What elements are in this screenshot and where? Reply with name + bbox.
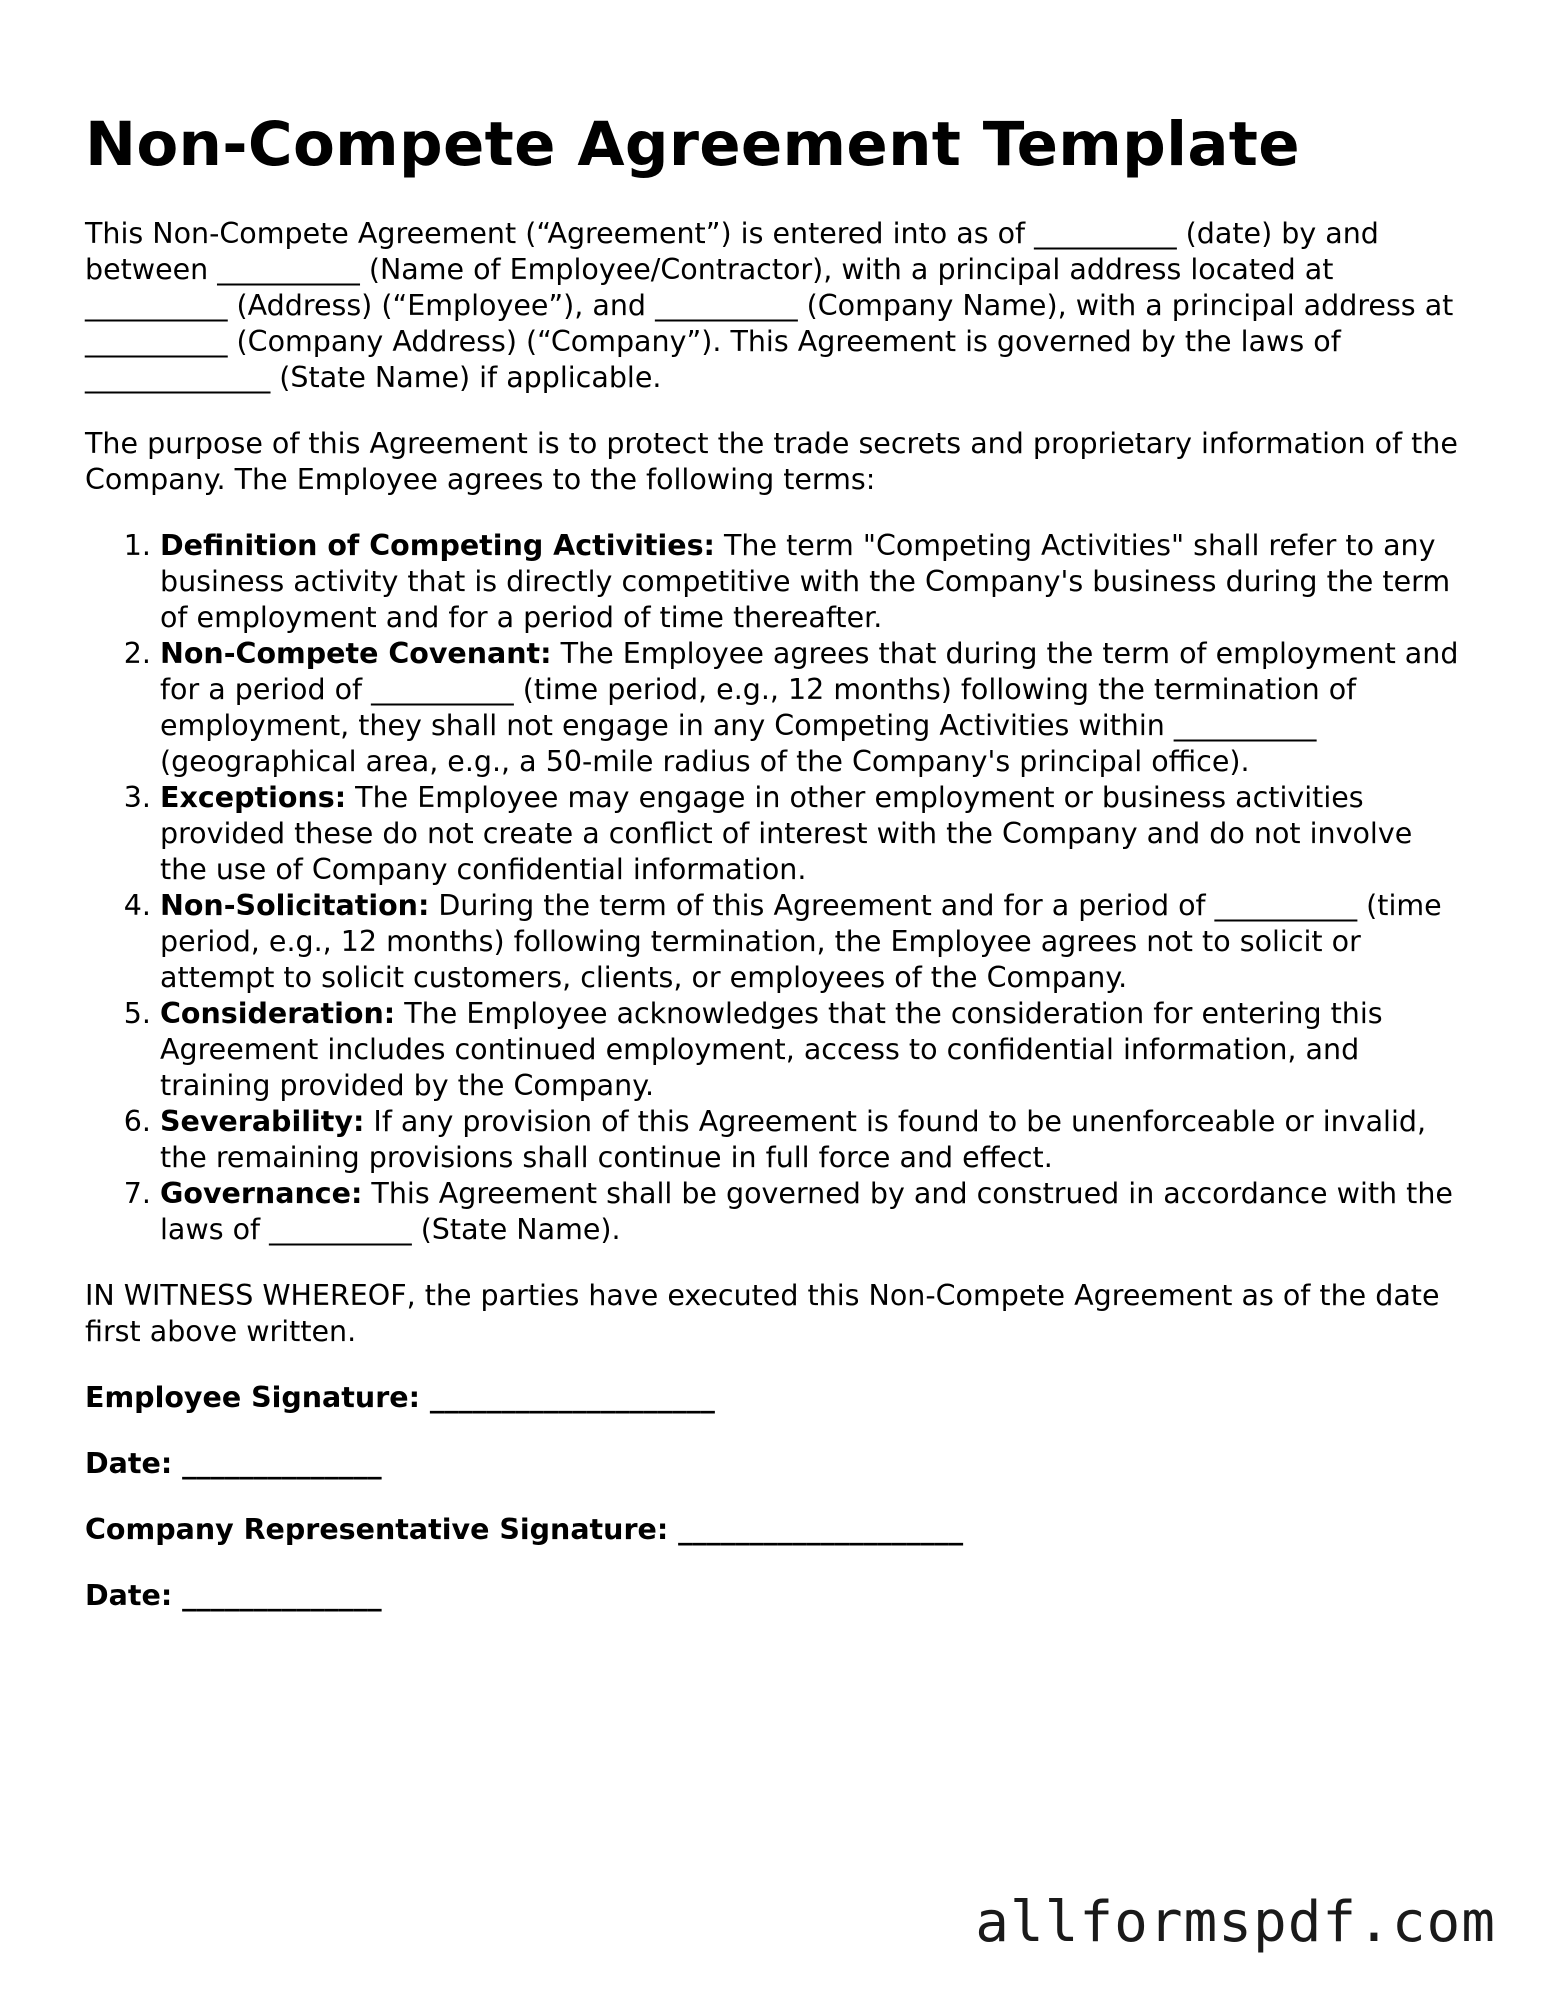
employee-signature-line[interactable]: Employee Signature: ____________________ [85, 1381, 715, 1414]
intro-paragraph: This Non-Compete Agreement (“Agreement”) is entered into as of __________ (date) by and between __________ (Name of Employee/Contractor), with a principal address located at __________ (Address) (“Employee”), and __________ (Company Name), with a principal address at __________ (Company Address) (“Company”). This Agreement is governed by the laws of _____________ (State Name) if applicable. [85, 217, 1454, 394]
term-text: The term "Competing Activities" shall refer to any business activity that is directly competitive with the Company's business during the term of employment and for a period of time thereafter. [160, 529, 1451, 634]
term-text: The Employee acknowledges that the consideration for entering this Agreement includes continued employment, access to confidential information, and training provided by the Company. [160, 997, 1383, 1102]
term-text: If any provision of this Agreement is found to be unenforceable or invalid, the remaining provisions shall continue in full force and effect. [160, 1105, 1427, 1174]
term-item [160, 888, 1465, 996]
term-item [160, 1176, 1465, 1248]
term-heading: Consideration: [160, 997, 396, 1030]
term-heading: Definition of Competing Activities: [160, 529, 715, 562]
company-date-line[interactable]: Date: ______________ [85, 1579, 382, 1612]
term-heading: Exceptions: [160, 781, 347, 814]
document-page [85, 104, 1465, 1614]
term-item [160, 996, 1465, 1104]
term-heading: Non-Compete Covenant: [160, 637, 552, 670]
witness-paragraph: IN WITNESS WHEREOF, the parties have executed this Non-Compete Agreement as of the date first above written. [85, 1279, 1440, 1348]
term-heading: Severability: [160, 1105, 365, 1138]
term-text: This Agreement shall be governed by and construed in accordance with the laws of __________ (State Name). [160, 1177, 1453, 1246]
company-signature-line[interactable]: Company Representative Signature: ____________________ [85, 1513, 964, 1546]
term-text: During the term of this Agreement and for a period of __________ (time period, e.g., 12 months) following termination, the Employee agrees not to solicit or attempt to solicit customers, clients, or employees of the Company. [160, 889, 1442, 994]
term-item [160, 1104, 1465, 1176]
watermark: allformspdf.com [975, 1890, 1496, 1955]
term-item [160, 780, 1465, 888]
terms-list [85, 528, 1465, 1248]
term-item [160, 528, 1465, 636]
document-title: Non-Compete Agreement Template [85, 109, 1300, 180]
term-item [160, 636, 1465, 780]
term-heading: Governance: [160, 1177, 363, 1210]
term-heading: Non-Solicitation: [160, 889, 430, 922]
employee-date-line[interactable]: Date: ______________ [85, 1447, 382, 1480]
purpose-paragraph: The purpose of this Agreement is to protect the trade secrets and proprietary information of the Company. The Employee agrees to the following terms: [85, 427, 1458, 496]
term-text: The Employee may engage in other employment or business activities provided these do not create a conflict of interest with the Company and do not involve the use of Company confidential information. [160, 781, 1413, 886]
term-text: The Employee agrees that during the term of employment and for a period of __________ (time period, e.g., 12 months) following the termination of employment, they shall not engage in any Competing Activities within __________ (geographical area, e.g., a 50-mile radius of the Company's principal office). [160, 637, 1459, 778]
